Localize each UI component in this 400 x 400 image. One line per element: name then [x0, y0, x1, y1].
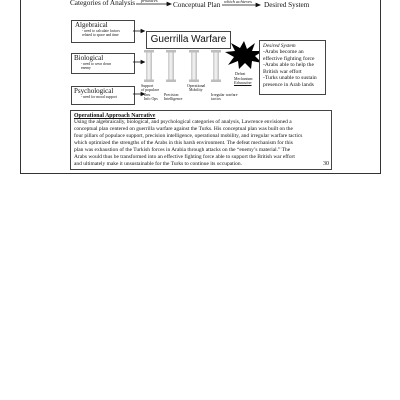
desired-system-line: British war effort — [263, 68, 302, 75]
categories-of-analysis-label: Categories of Analysis — [70, 0, 136, 7]
conceptual-plan-label: Conceptual Plan — [173, 1, 221, 9]
category-title: Psychological — [74, 87, 114, 95]
category-note: - need to wear down — [81, 62, 112, 66]
defeat-line: Mechanism: — [234, 76, 254, 81]
pillar-label-line: tactics — [211, 97, 221, 102]
narrative-line: which optimized the strengths of the Arabs in this harsh environment. The defeat mechanism for this — [74, 140, 293, 146]
category-note: enemy — [81, 66, 91, 71]
defeat-exhaustion: Exhaustion — [234, 81, 252, 85]
desired-system-line: -Arabs able to help the — [263, 62, 314, 69]
pillar-label-line: Info Ops — [144, 97, 158, 102]
produces-label: produces — [141, 0, 158, 3]
category-note: - need for moral support — [81, 95, 117, 99]
narrative-line: Arabs would thus be transformed into an effective fighting force able to support the British war effort — [74, 154, 295, 160]
narrative-line: Using the algebraically, biological, and psychological categories of analysis, Lawrence envisioned a — [74, 119, 292, 125]
pillar-label-line: Irregular warfare — [211, 92, 238, 97]
pillar-3 — [189, 50, 199, 82]
page-number: 30 — [323, 161, 329, 167]
category-title: Biological — [74, 54, 104, 62]
arrow-algebraical — [133, 29, 145, 32]
narrative-line: four pillars of populace support, precision intelligence, operational mobility, and irregular warfare tactics — [74, 133, 303, 139]
desired-system-box — [259, 40, 326, 95]
pillar-label-line: thru — [144, 92, 151, 97]
category-note: - need to calculate factors — [82, 29, 120, 33]
pillar-label-line: Mobility — [189, 88, 203, 93]
category-note: related to space and time — [82, 33, 119, 38]
narrative-title: Operational Approach Narrative — [74, 113, 156, 119]
desired-system-line: presence in Arab lands — [263, 81, 314, 88]
pillar-label-line: Support — [141, 84, 154, 88]
pillar-label-line: Operational — [187, 84, 206, 88]
pillar-label-populace-support — [141, 84, 159, 102]
desired-system-line: effective fighting force — [263, 55, 315, 62]
pillar-2 — [166, 50, 176, 82]
pillar-label-line: Intelligence — [164, 97, 183, 102]
defeat-line: Defeat — [235, 72, 246, 76]
desired-system-label: Desired System — [264, 1, 310, 9]
guerrilla-warfare-title: Guerrilla Warfare — [146, 31, 231, 49]
desired-system-line: -Arabs become an — [263, 49, 304, 55]
narrative-line: and ultimately make it unsustainable for the Turks to continue its occupation. — [74, 161, 242, 167]
which-achieves-label: which achieves — [224, 0, 252, 4]
explosion-icon — [224, 40, 264, 70]
pillar-label-line: of populace — [141, 88, 160, 93]
pillar-label-operational-mobility — [187, 84, 205, 93]
pillar-label-irregular-warfare — [211, 84, 237, 102]
defeat-mechanism — [234, 72, 253, 86]
narrative-line: conceptual plan centered on guerrilla warfare against the Turks. His conceptual plan was built on the — [74, 126, 293, 132]
desired-system-line: -Turks unable to sustain — [263, 75, 317, 82]
pillar-1 — [144, 50, 154, 82]
pillars-graphic — [140, 50, 230, 85]
narrative-line: plan was exhaustion of the Turkish forces in Arabia through attacks on the “enemy’s material.” The — [74, 147, 291, 153]
operational-approach-narrative — [70, 110, 332, 170]
pillar-label-precision-intelligence — [164, 84, 182, 102]
pillar-4 — [211, 50, 221, 82]
pillar-label-line: Precision — [164, 92, 179, 97]
desired-system-title: Desired System — [263, 43, 296, 49]
category-title: Algebraical — [75, 21, 108, 29]
